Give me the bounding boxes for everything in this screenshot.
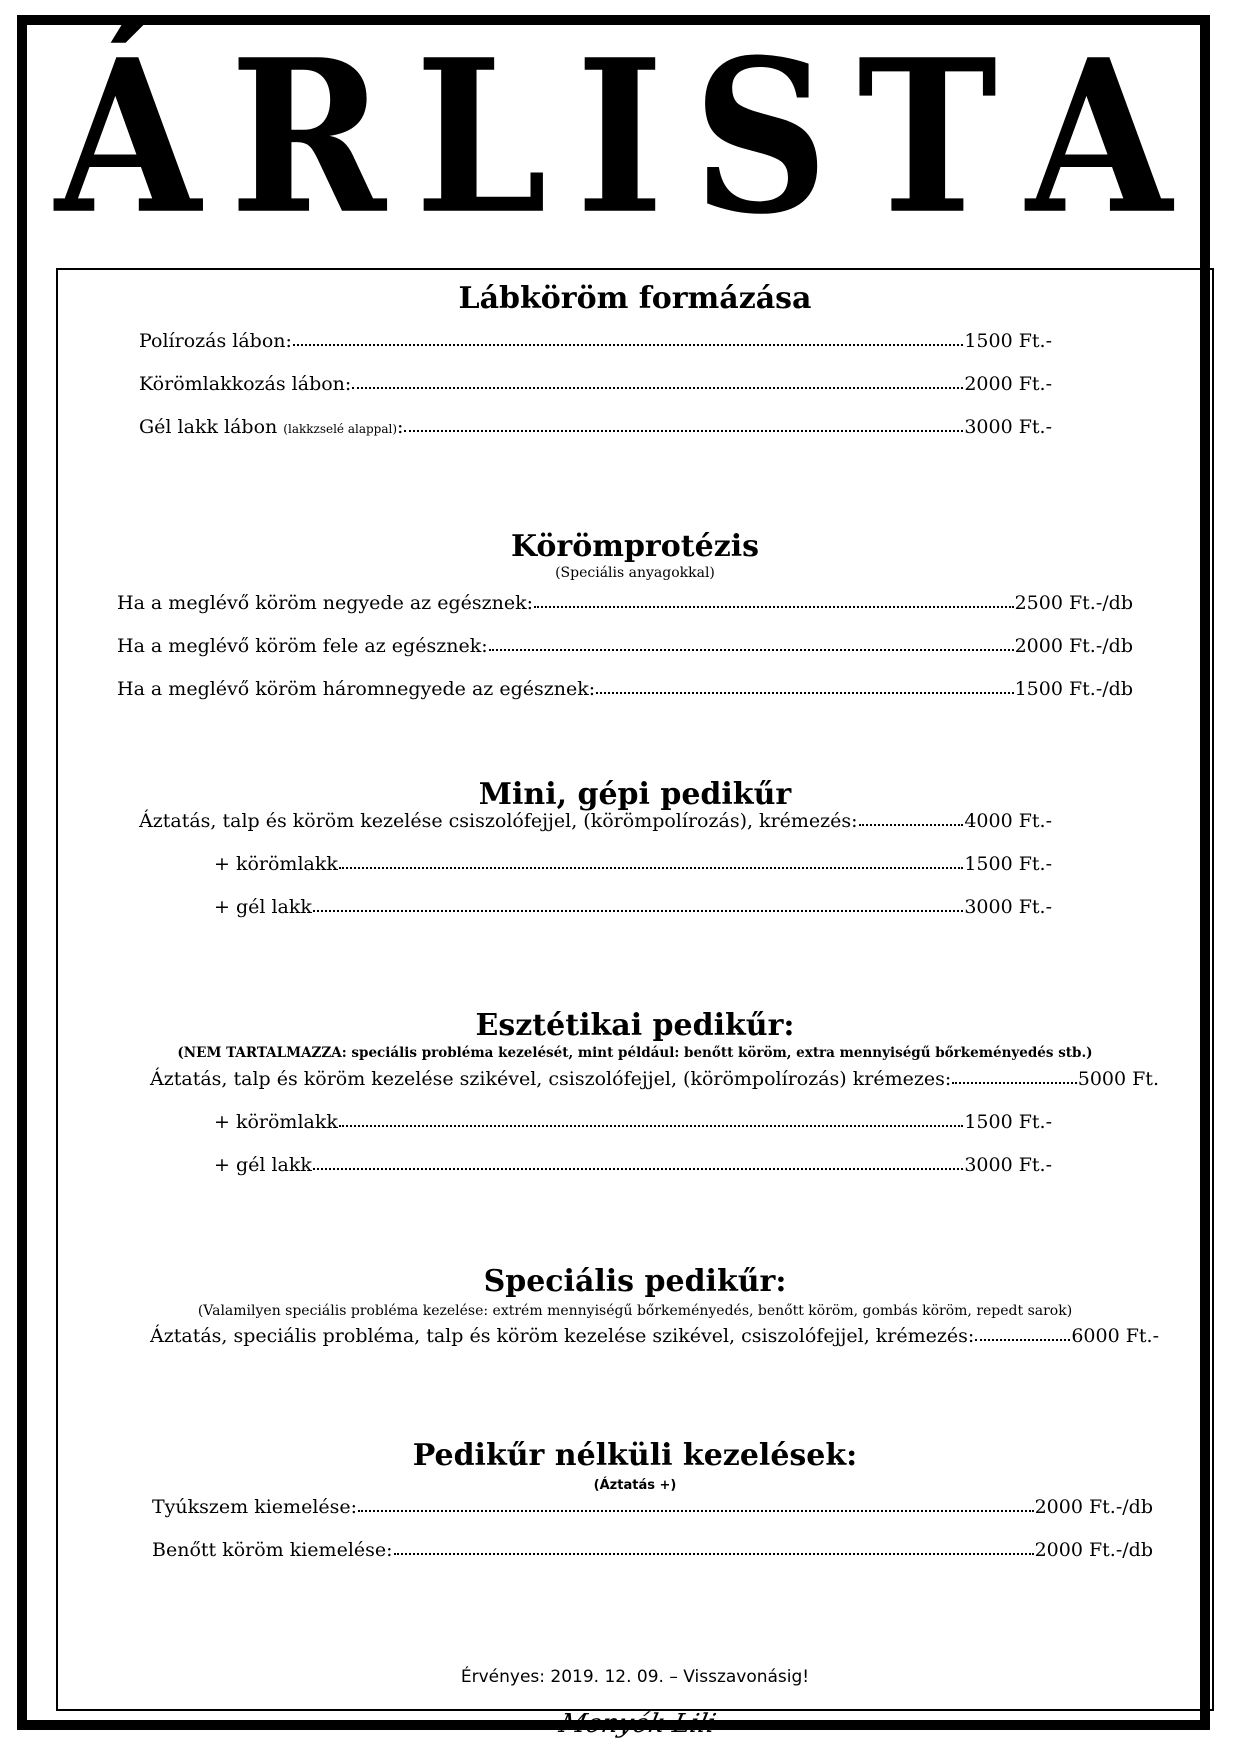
signature-text: Monyók Lili: [556, 1709, 719, 1739]
price-row: [152, 1498, 1153, 1517]
row-label: Ha a meglévő köröm háromnegyede az egésznek:: [117, 678, 596, 700]
page-frame: [17, 13, 1210, 1739]
title-letter: L: [414, 13, 548, 261]
dotted-leader: [859, 824, 964, 826]
row-label: Áztatás, speciális probléma, talp és köröm kezelése szikével, csiszolófejjel, krémezés:: [150, 1325, 975, 1347]
price-row: [117, 680, 1133, 699]
dotted-leader: [489, 649, 1014, 651]
row-price: 3000 Ft.-: [964, 896, 1052, 918]
price-row: [152, 1541, 1153, 1560]
price-row: [139, 418, 1052, 437]
price-row: [117, 594, 1133, 613]
section-subtitle: (Speciális anyagokkal): [555, 565, 715, 581]
signature-drawing: [545, 1698, 725, 1748]
section-subtitle: (Valamilyen speciális probléma kezelése: extrém mennyiségű bőrkeményedés, benőtt köröm, gombás köröm, repedt sarok): [197, 1303, 1073, 1319]
row-label: Ha a meglévő köröm fele az egésznek:: [117, 635, 488, 657]
title-letter: I: [575, 13, 664, 261]
row-price: 3000 Ft.-: [964, 416, 1052, 438]
signature: [58, 1698, 1212, 1748]
dotted-leader: [358, 1510, 1034, 1512]
row-price: 3000 Ft.-: [964, 1154, 1052, 1176]
section-subtitle: (NEM TARTALMAZZA: speciális probléma kezelését, mint például: benőtt köröm, extra mennyiségű bőrkeményedés stb.): [177, 1045, 1093, 1061]
row-price: 5000 Ft.: [1077, 1068, 1159, 1090]
price-row: [214, 1113, 1052, 1132]
dotted-leader: [352, 387, 963, 389]
price-row: [139, 332, 1052, 351]
row-price: 1500 Ft.-/db: [1014, 678, 1133, 700]
price-row: [214, 855, 1052, 874]
price-list-box: [56, 268, 1214, 1739]
price-row: [117, 637, 1133, 656]
row-label: Áztatás, talp és köröm kezelése szikével, csiszolófejjel, (körömpolírozás) krémezes:: [150, 1068, 952, 1090]
row-label: + körömlakk: [214, 853, 338, 875]
row-price: 2500 Ft.-/db: [1014, 592, 1133, 614]
dotted-leader: [313, 1168, 963, 1170]
row-price: 2000 Ft.-/db: [1034, 1539, 1153, 1561]
section-heading: Speciális pedikűr:: [483, 1264, 787, 1299]
dotted-leader: [534, 606, 1014, 608]
row-price: 2000 Ft.-/db: [1014, 635, 1133, 657]
row-label: Ha a meglévő köröm negyede az egésznek:: [117, 592, 534, 614]
row-label: Polírozás lábon:: [139, 330, 292, 352]
price-row: [214, 1156, 1052, 1175]
price-row: [150, 1327, 1159, 1346]
section-heading: Pedikűr nélküli kezelések:: [412, 1438, 858, 1473]
dotted-leader: [394, 1553, 1034, 1555]
section-subtitle: (Áztatás +): [593, 1478, 677, 1493]
row-note: (lakkzselé alappal): [283, 422, 398, 436]
dotted-leader: [313, 910, 963, 912]
title-letter: Á: [55, 13, 201, 261]
dotted-leader: [952, 1082, 1076, 1084]
row-label: Gél lakk lábon (lakkzselé alappal):: [139, 416, 404, 438]
row-label: Benőtt köröm kiemelése:: [152, 1539, 393, 1561]
row-label: + körömlakk: [214, 1111, 338, 1133]
validity-note: Érvényes: 2019. 12. 09. – Visszavonásig!: [460, 1667, 810, 1687]
dotted-leader: [339, 1125, 963, 1127]
row-price: 1500 Ft.-: [964, 1111, 1052, 1133]
section-heading: Lábköröm formázása: [458, 281, 812, 316]
row-price: 2000 Ft.-: [964, 373, 1052, 395]
row-price: 1500 Ft.-: [964, 853, 1052, 875]
price-row: [139, 812, 1052, 831]
title-letter: T: [857, 13, 998, 261]
dotted-leader: [293, 344, 963, 346]
row-label: Áztatás, talp és köröm kezelése csiszolófejjel, (körömpolírozás), krémezés:: [139, 810, 858, 832]
row-price: 1500 Ft.-: [964, 330, 1052, 352]
price-row: [214, 898, 1052, 917]
page-title: [55, 13, 1172, 261]
dotted-leader: [975, 1339, 1070, 1341]
row-price: 2000 Ft.-/db: [1034, 1496, 1153, 1518]
row-label: + gél lakk: [214, 896, 312, 918]
title-letter: S: [692, 13, 829, 261]
section-heading: Körömprotézis: [510, 529, 760, 564]
row-price: 4000 Ft.-: [964, 810, 1052, 832]
title-letter: A: [1026, 13, 1172, 261]
row-label: Tyúkszem kiemelése:: [152, 1496, 358, 1518]
price-row: [139, 375, 1052, 394]
row-label: + gél lakk: [214, 1154, 312, 1176]
section-heading: Esztétikai pedikűr:: [475, 1008, 795, 1043]
dotted-leader: [339, 867, 963, 869]
row-label: Körömlakkozás lábon:: [139, 373, 352, 395]
section-heading: Mini, gépi pedikűr: [478, 777, 792, 812]
title-letter: R: [229, 13, 386, 261]
dotted-leader: [596, 692, 1013, 694]
price-row: [150, 1070, 1159, 1089]
dotted-leader: [404, 430, 963, 432]
row-price: 6000 Ft.-: [1071, 1325, 1159, 1347]
